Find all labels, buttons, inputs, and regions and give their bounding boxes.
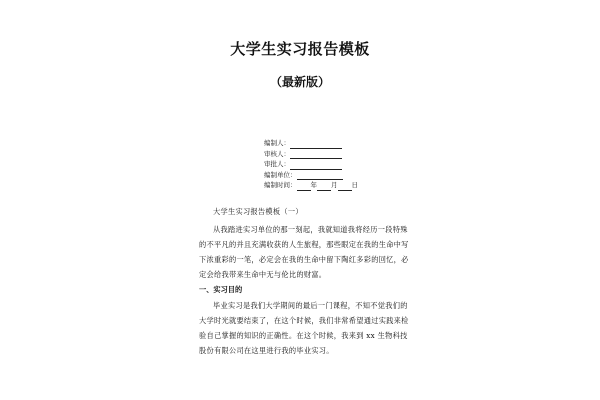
meta-year-blank bbox=[297, 182, 311, 191]
meta-approver-row bbox=[264, 159, 358, 170]
meta-block bbox=[264, 138, 358, 191]
doc-heading bbox=[199, 204, 414, 219]
intro-paragraph bbox=[199, 222, 414, 282]
meta-time-label: 编制时间： bbox=[264, 181, 297, 189]
doc-heading-text: 大学生实习报告模板（一） bbox=[213, 207, 303, 216]
meta-reviewer-label: 审核人： bbox=[264, 149, 290, 158]
meta-day-label: 日 bbox=[351, 181, 358, 189]
meta-time-row bbox=[264, 180, 358, 191]
document-title: 大学生实习报告模板 bbox=[230, 40, 370, 58]
meta-month-blank bbox=[317, 182, 331, 191]
meta-compiler-blank bbox=[290, 140, 342, 149]
meta-reviewer-row bbox=[264, 149, 358, 160]
meta-compiler-label: 编制人： bbox=[264, 139, 290, 147]
document-subtitle: （最新版） bbox=[269, 75, 330, 89]
section1-heading: 一、实习目的 bbox=[199, 285, 243, 294]
meta-unit-blank bbox=[297, 171, 343, 180]
intro-paragraph-text: 从我踏进实习单位的那一刻起，我就知道我将经历一段特殊的不平凡的并且充满收获的人生旅程，那些眼定在我的生命中写下浓重彩的一笔，必定会在我的生命中留下陶红多彩的回忆，必定会给我带来生命中无与伦比的财富。 bbox=[199, 225, 409, 279]
meta-day-blank bbox=[338, 182, 352, 191]
meta-month-label: 月 bbox=[331, 181, 338, 189]
meta-approver-blank bbox=[290, 161, 342, 170]
meta-unit-label: 编制单位： bbox=[264, 170, 297, 179]
meta-reviewer-blank bbox=[290, 150, 342, 159]
section1-paragraph bbox=[199, 298, 414, 358]
meta-compiler-row bbox=[264, 138, 358, 149]
meta-approver-label: 审批人： bbox=[264, 160, 290, 168]
section1-paragraph-text: 毕业实习是我们大学期间的最后一门课程，不知不觉我们的大学时光就要结束了，在这个时候，我们非常希望通过实践来检验自己掌握的知识的正确性。在这个时候，我来到 xx 生物科技股份有限公司在这里进行我的毕业实习。 bbox=[199, 301, 409, 355]
meta-unit-row bbox=[264, 170, 358, 181]
meta-year-label: 年 bbox=[310, 181, 317, 189]
